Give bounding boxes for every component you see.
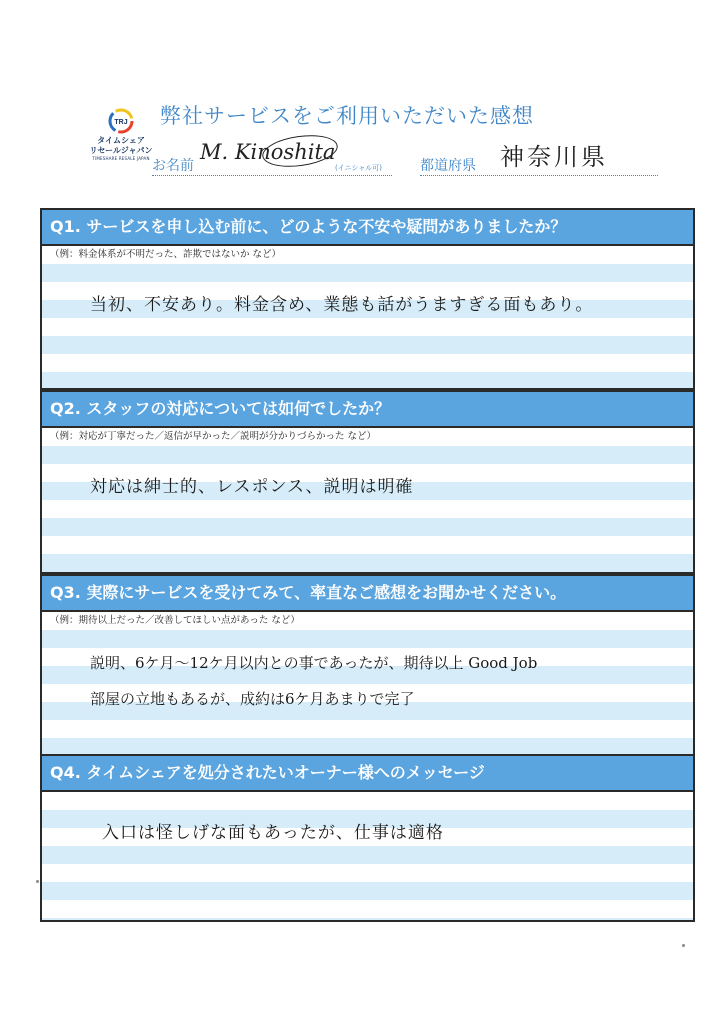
answer-area-4 [42, 792, 693, 920]
logo-text-line1: タイムシェア [97, 136, 145, 145]
prefecture-label: 都道府県 [420, 158, 476, 174]
logo-text-line2: リセールジャパン [89, 146, 153, 155]
answer-text-3-line-1: 説明、6ケ月～12ケ月以内との事であったが、期待以上 Good Job [90, 654, 538, 672]
answer-area-3 [42, 612, 693, 756]
logo-mark-icon [108, 108, 134, 134]
scan-speck [36, 880, 39, 883]
prefecture-value: 神奈川県 [500, 143, 608, 171]
answer-area-1 [42, 246, 693, 388]
question-section-2 [40, 390, 695, 574]
question-title-4: Q4. タイムシェアを処分されたいオーナー様へのメッセージ [42, 754, 693, 792]
scan-speck [682, 944, 685, 947]
logo-text-line3: TIMESHARE RESALE JAPAN [92, 156, 150, 161]
question-title-3: Q3. 実際にサービスを受けてみて、率直なご感想をお聞かせください。 [42, 574, 693, 612]
question-section-1 [40, 208, 695, 390]
name-hint: (イニシャル可) [335, 164, 383, 172]
prefecture-underline [420, 175, 658, 176]
question-example-3: （例：期待以上だった／改善してほしい点があった など） [50, 615, 300, 626]
answer-text-1-line-1: 当初、不安あり。料金含め、業態も話がうますぎる面もあり。 [90, 295, 594, 315]
answer-area-2 [42, 428, 693, 572]
logo-mark-text: TRJ [114, 119, 128, 126]
name-label: お名前 [152, 158, 194, 174]
answer-text-3-line-2: 部屋の立地もあるが、成約は6ケ月あまりで完了 [90, 690, 415, 708]
answer-text-2-line-1: 対応は紳士的、レスポンス、説明は明確 [90, 477, 414, 497]
question-example-2: （例：対応が丁寧だった／返信が早かった／説明が分かりづらかった など） [50, 431, 377, 442]
question-title-2: Q2. スタッフの対応については如何でしたか？ [42, 390, 693, 428]
answer-text-4-line-1: 入口は怪しげな面もあったが、仕事は適格 [102, 823, 444, 843]
question-section-4 [40, 754, 695, 922]
name-value: M. Kinoshita [200, 140, 336, 164]
name-underline [152, 175, 392, 176]
question-title-1: Q1. サービスを申し込む前に、どのような不安や疑問がありましたか？ [42, 208, 693, 246]
form-title: 弊社サービスをご利用いただいた感想 [160, 104, 534, 128]
name-circle-mark [260, 131, 339, 171]
question-example-1: （例：料金体系が不明だった、詐欺ではないか など） [50, 249, 282, 260]
question-section-3 [40, 574, 695, 758]
